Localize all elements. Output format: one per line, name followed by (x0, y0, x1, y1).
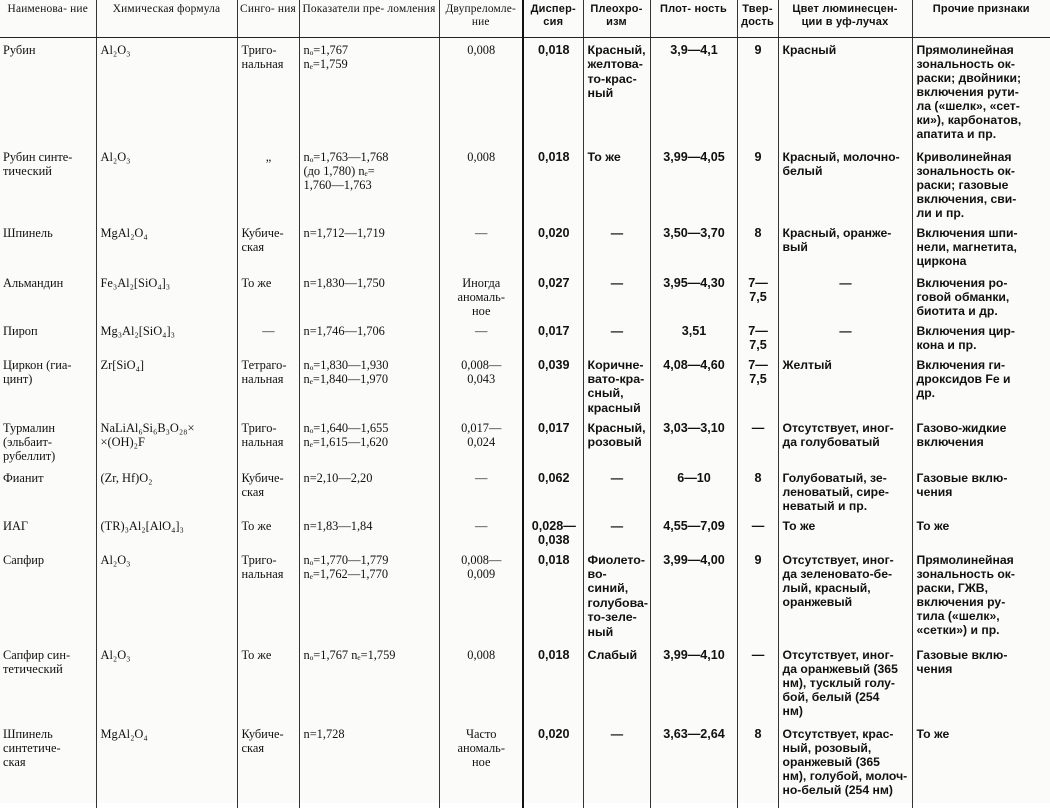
cell-formula: NaLiAl₆Si₆B₃O₂₈× ×(OH)₂F (96, 416, 237, 466)
header-dispersion: Диспер- сия (523, 0, 583, 38)
header-formula: Химическая формула (96, 0, 237, 38)
cell-luminescence: Отсутствует, крас- ный, розовый, оранжевый (365 нм), голубой, молоч- но-белый (254 нм) (778, 722, 912, 808)
cell-density: 3,50—3,70 (650, 221, 737, 271)
table-row (0, 221, 1050, 271)
cell-name: Альмандин (3, 275, 64, 290)
cell-hardness: — (737, 514, 778, 548)
cell-system: „ (237, 145, 299, 221)
header-row (0, 0, 1050, 38)
cell-hardness: 9 (737, 38, 778, 145)
cell-pleochroism: — (583, 319, 650, 353)
cell-system: Тетраго- нальная (237, 353, 299, 416)
cell-refraction: n=1,728 (299, 722, 439, 808)
cell-formula: (Zr, Hf)O₂ (96, 466, 237, 514)
cell-luminescence: Красный (778, 38, 912, 145)
cell-dispersion: 0,017 (523, 319, 583, 353)
cell-density: 4,08—4,60 (650, 353, 737, 416)
cell-pleochroism: Коричне- вато-кра- сный, красный (583, 353, 650, 416)
cell-other: То же (912, 514, 1050, 548)
cell-birefringence: 0,008— 0,043 (439, 353, 523, 416)
table-row (0, 643, 1050, 722)
cell-hardness: 7—7,5 (737, 319, 778, 353)
cell-luminescence: — (778, 319, 912, 353)
cell-density: 3,51 (650, 319, 737, 353)
cell-luminescence: — (778, 271, 912, 319)
cell-name: Фианит (3, 470, 44, 485)
cell-system: — (237, 319, 299, 353)
table-row (0, 271, 1050, 319)
cell-other: Криволинейная зональность ок- раски; газовые включения, сви- ли и пр. (912, 145, 1050, 221)
cell-refraction: n=2,10—2,20 (299, 466, 439, 514)
cell-dispersion: 0,018 (523, 548, 583, 643)
table-row (0, 38, 1050, 145)
cell-name: Рубин синте- тический (3, 149, 73, 178)
cell-luminescence: Отсутствует, иног- да голубоватый (778, 416, 912, 466)
cell-luminescence: Красный, молочно- белый (778, 145, 912, 221)
cell-pleochroism: Красный, желтова- то-крас- ный (583, 38, 650, 145)
cell-birefringence: 0,008— 0,009 (439, 548, 523, 643)
cell-density: 3,9—4,1 (650, 38, 737, 145)
cell-refraction: n=1,83—1,84 (299, 514, 439, 548)
cell-formula: Mg₃Al₂[SiO₄]₃ (96, 319, 237, 353)
cell-other: Включения шпи- нели, магнетита, циркона (912, 221, 1050, 271)
cell-other: Включения цир- кона и пр. (912, 319, 1050, 353)
table-row (0, 466, 1050, 514)
cell-pleochroism: Красный, розовый (583, 416, 650, 466)
cell-luminescence: То же (778, 514, 912, 548)
cell-dispersion: 0,018 (523, 38, 583, 145)
cell-other: Включения ро- говой обманки, биотита и др. (912, 271, 1050, 319)
header-luminescence: Цвет люминесцен- ции в уф-лучах (778, 0, 912, 38)
cell-birefringence: 0,008 (439, 38, 523, 145)
header-pleochroism: Плеохро- изм (583, 0, 650, 38)
cell-density: 3,03—3,10 (650, 416, 737, 466)
cell-pleochroism: — (583, 722, 650, 808)
cell-dispersion: 0,027 (523, 271, 583, 319)
cell-refraction: nₒ=1,770—1,779 nₑ=1,762—1,770 (299, 548, 439, 643)
cell-hardness: 8 (737, 221, 778, 271)
cell-dispersion: 0,039 (523, 353, 583, 416)
table-row (0, 548, 1050, 643)
header-other: Прочие признаки (912, 0, 1050, 38)
cell-formula: Zr[SiO₄] (96, 353, 237, 416)
cell-other: Газово-жидкие включения (912, 416, 1050, 466)
cell-refraction: nₒ=1,767 nₑ=1,759 (299, 38, 439, 145)
table-row (0, 514, 1050, 548)
cell-density: 3,99—4,10 (650, 643, 737, 722)
cell-pleochroism: — (583, 514, 650, 548)
cell-hardness: — (737, 416, 778, 466)
cell-formula: Al₂O₃ (96, 38, 237, 145)
cell-density: 3,99—4,05 (650, 145, 737, 221)
cell-system: Триго- нальная (237, 38, 299, 145)
cell-system: То же (237, 514, 299, 548)
cell-pleochroism: — (583, 466, 650, 514)
cell-birefringence: Часто аномаль- ное (439, 722, 523, 808)
cell-luminescence: Отсутствует, иног- да зеленовато-бе- лый, красный, оранжевый (778, 548, 912, 643)
cell-system: Триго- нальная (237, 416, 299, 466)
cell-birefringence: 0,008 (439, 643, 523, 722)
cell-birefringence: — (439, 466, 523, 514)
header-system: Синго- ния (237, 0, 299, 38)
header-density: Плот- ность (650, 0, 737, 38)
cell-dispersion: 0,062 (523, 466, 583, 514)
cell-formula: MgAl₂O₄ (96, 722, 237, 808)
cell-birefringence: — (439, 221, 523, 271)
cell-hardness: 8 (737, 466, 778, 514)
cell-dispersion: 0,020 (523, 221, 583, 271)
cell-dispersion: 0,028— 0,038 (523, 514, 583, 548)
cell-hardness: 9 (737, 145, 778, 221)
cell-pleochroism: — (583, 271, 650, 319)
cell-dispersion: 0,020 (523, 722, 583, 808)
cell-luminescence: Желтый (778, 353, 912, 416)
cell-system: Кубиче- ская (237, 221, 299, 271)
table-row (0, 416, 1050, 466)
cell-pleochroism: — (583, 221, 650, 271)
cell-name: Циркон (гиа- цинт) (3, 357, 72, 386)
cell-birefringence: — (439, 319, 523, 353)
cell-dispersion: 0,017 (523, 416, 583, 466)
cell-system: То же (237, 643, 299, 722)
cell-name: Рубин (3, 43, 36, 57)
cell-refraction: nₒ=1,763—1,768 (до 1,780) nₑ= 1,760—1,763 (299, 145, 439, 221)
cell-formula: MgAl₂O₄ (96, 221, 237, 271)
cell-density: 3,63—2,64 (650, 722, 737, 808)
cell-density: 6—10 (650, 466, 737, 514)
cell-other: Включения ги- дроксидов Fe и др. (912, 353, 1050, 416)
cell-pleochroism: Слабый (583, 643, 650, 722)
cell-name: Турмалин (эльбаит- рубеллит) (3, 420, 56, 464)
cell-name: Сапфир (3, 552, 45, 567)
cell-hardness: — (737, 643, 778, 722)
cell-luminescence: Голубоватый, зе- леноватый, сире- неватый и пр. (778, 466, 912, 514)
cell-name: ИАГ (3, 518, 29, 533)
cell-formula: Al₂O₃ (96, 145, 237, 221)
cell-refraction: n=1,712—1,719 (299, 221, 439, 271)
header-hardness: Твер- дость (737, 0, 778, 38)
cell-density: 3,99—4,00 (650, 548, 737, 643)
cell-name: Шпинель синтетиче- ская (3, 726, 61, 770)
cell-pleochroism: То же (583, 145, 650, 221)
cell-refraction: nₒ=1,640—1,655 nₑ=1,615—1,620 (299, 416, 439, 466)
cell-refraction: n=1,746—1,706 (299, 319, 439, 353)
cell-luminescence: Красный, оранже- вый (778, 221, 912, 271)
cell-other: Газовые вклю- чения (912, 643, 1050, 722)
cell-birefringence: — (439, 514, 523, 548)
cell-name: Пироп (3, 323, 38, 338)
cell-refraction: n=1,830—1,750 (299, 271, 439, 319)
cell-other: То же (912, 722, 1050, 808)
cell-hardness: 9 (737, 548, 778, 643)
cell-other: Газовые вклю- чения (912, 466, 1050, 514)
cell-system: Триго- нальная (237, 548, 299, 643)
cell-formula: Al₂O₃ (96, 643, 237, 722)
cell-dispersion: 0,018 (523, 643, 583, 722)
cell-hardness: 8 (737, 722, 778, 808)
cell-refraction: nₒ=1,767 nₑ=1,759 (299, 643, 439, 722)
cell-system: То же (237, 271, 299, 319)
cell-density: 3,95—4,30 (650, 271, 737, 319)
cell-density: 4,55—7,09 (650, 514, 737, 548)
cell-hardness: 7—7,5 (737, 271, 778, 319)
table-row (0, 319, 1050, 353)
cell-hardness: 7—7,5 (737, 353, 778, 416)
cell-other: Прямолинейная зональность ок- раски, ГЖВ, включения ру- тила («шелк», «сетки») и пр. (912, 548, 1050, 643)
header-refraction: Показатели пре- ломления (299, 0, 439, 38)
cell-birefringence: 0,008 (439, 145, 523, 221)
cell-other: Прямолинейная зональность ок- раски; двойники; включения рути- ла («шелк», «сет- ки»), карбонатов, апатита и пр. (912, 38, 1050, 145)
header-name: Наименова- ние (0, 0, 96, 38)
cell-formula: Al₂O₃ (96, 548, 237, 643)
table-row (0, 145, 1050, 221)
cell-pleochroism: Фиолето- во-синий, голубова- то-зеле- ный (583, 548, 650, 643)
table-row (0, 722, 1050, 808)
cell-dispersion: 0,018 (523, 145, 583, 221)
cell-system: Кубиче- ская (237, 722, 299, 808)
cell-birefringence: 0,017— 0,024 (439, 416, 523, 466)
cell-name: Сапфир син- тетический (3, 647, 71, 676)
cell-formula: Fe₃Al₂[SiO₄]₃ (96, 271, 237, 319)
cell-birefringence: Иногда аномаль- ное (439, 271, 523, 319)
cell-refraction: nₒ=1,830—1,930 nₑ=1,840—1,970 (299, 353, 439, 416)
header-birefringence: Двупреломле- ние (439, 0, 523, 38)
cell-system: Кубиче- ская (237, 466, 299, 514)
cell-formula: (TR)₃Al₂[AlO₄]₃ (96, 514, 237, 548)
cell-luminescence: Отсутствует, иног- да оранжевый (365 нм), тусклый голу- бой, белый (254 нм) (778, 643, 912, 722)
table-row (0, 353, 1050, 416)
cell-name: Шпинель (3, 225, 53, 240)
